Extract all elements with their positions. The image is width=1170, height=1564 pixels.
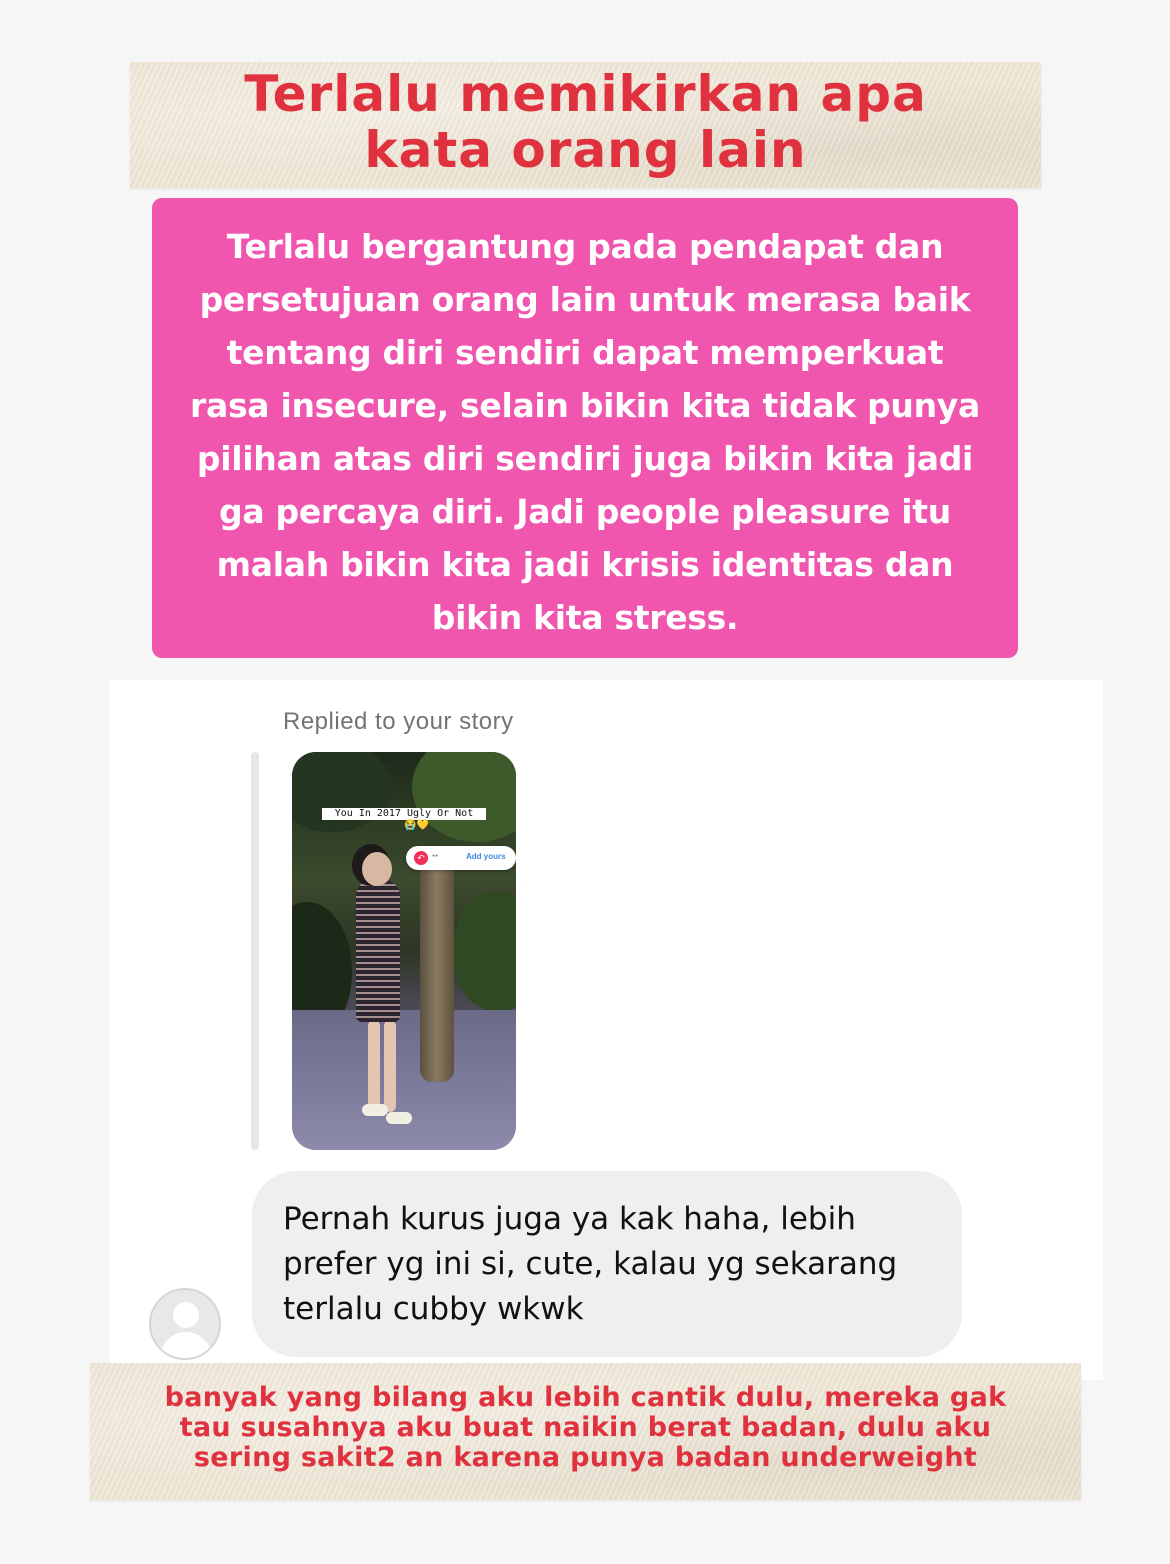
footer-line: tau susahnya aku buat naikin berat badan, dulu aku xyxy=(179,1412,992,1443)
person-head xyxy=(362,852,392,886)
story-caption: You In 2017 Ugly Or Not xyxy=(322,808,486,820)
foliage-shape xyxy=(292,752,392,832)
explanation-line: pilihan atas diri sendiri juga bikin kita jadi xyxy=(196,439,974,478)
footer-line: banyak yang bilang aku lebih cantik dulu, mereka gak xyxy=(164,1382,1007,1413)
footer-banner xyxy=(90,1363,1081,1500)
explanation-line: malah bikin kita jadi krisis identitas dan xyxy=(216,545,954,584)
person-dress xyxy=(356,880,400,1022)
tree-trunk xyxy=(420,852,454,1082)
page-title xyxy=(130,66,1041,178)
footer-caption xyxy=(90,1383,1081,1473)
avatar-head xyxy=(173,1302,199,1328)
person-leg xyxy=(384,1020,396,1112)
sticker-participants-icon: ●● xyxy=(432,853,439,859)
foliage-shape xyxy=(452,892,516,1012)
add-yours-label: Add yours xyxy=(466,852,506,861)
story-thumbnail[interactable] xyxy=(292,752,516,1150)
avatar-body xyxy=(160,1332,212,1360)
message-text xyxy=(283,1197,932,1332)
reply-arrow-icon: ↶ xyxy=(414,851,428,865)
title-line-2: kata orang lain xyxy=(364,121,807,179)
shoe xyxy=(362,1104,388,1116)
sender-avatar-icon[interactable] xyxy=(149,1288,221,1360)
explanation-line: rasa insecure, selain bikin kita tidak punya xyxy=(190,386,980,425)
add-yours-sticker[interactable] xyxy=(406,846,516,870)
pavement xyxy=(292,1010,516,1150)
replied-to-story-label: Replied to your story xyxy=(283,708,514,735)
shoe xyxy=(386,1112,412,1124)
person-leg xyxy=(368,1020,380,1112)
explanation-text xyxy=(170,220,1000,644)
explanation-card xyxy=(152,198,1018,658)
story-emoji: 😭💛 xyxy=(404,820,429,831)
explanation-line: persetujuan orang lain untuk merasa baik xyxy=(199,280,971,319)
explanation-line: Terlalu bergantung pada pendapat dan xyxy=(226,227,944,266)
footer-line: sering sakit2 an karena punya badan underweight xyxy=(193,1442,978,1473)
explanation-line: bikin kita stress. xyxy=(431,598,739,637)
explanation-line: ga percaya diri. Jadi people pleasure itu xyxy=(219,492,951,531)
title-line-1: Terlalu memikirkan apa xyxy=(244,65,927,123)
message-line: prefer yg ini si, cute, kalau yg sekarang xyxy=(283,1246,898,1282)
message-bubble[interactable] xyxy=(252,1171,962,1357)
message-line: terlalu cubby wkwk xyxy=(283,1291,584,1327)
reply-quote-bar xyxy=(251,752,259,1150)
title-banner xyxy=(130,62,1041,188)
message-line: Pernah kurus juga ya kak haha, lebih xyxy=(283,1201,856,1237)
explanation-line: tentang diri sendiri dapat memperkuat xyxy=(226,333,944,372)
